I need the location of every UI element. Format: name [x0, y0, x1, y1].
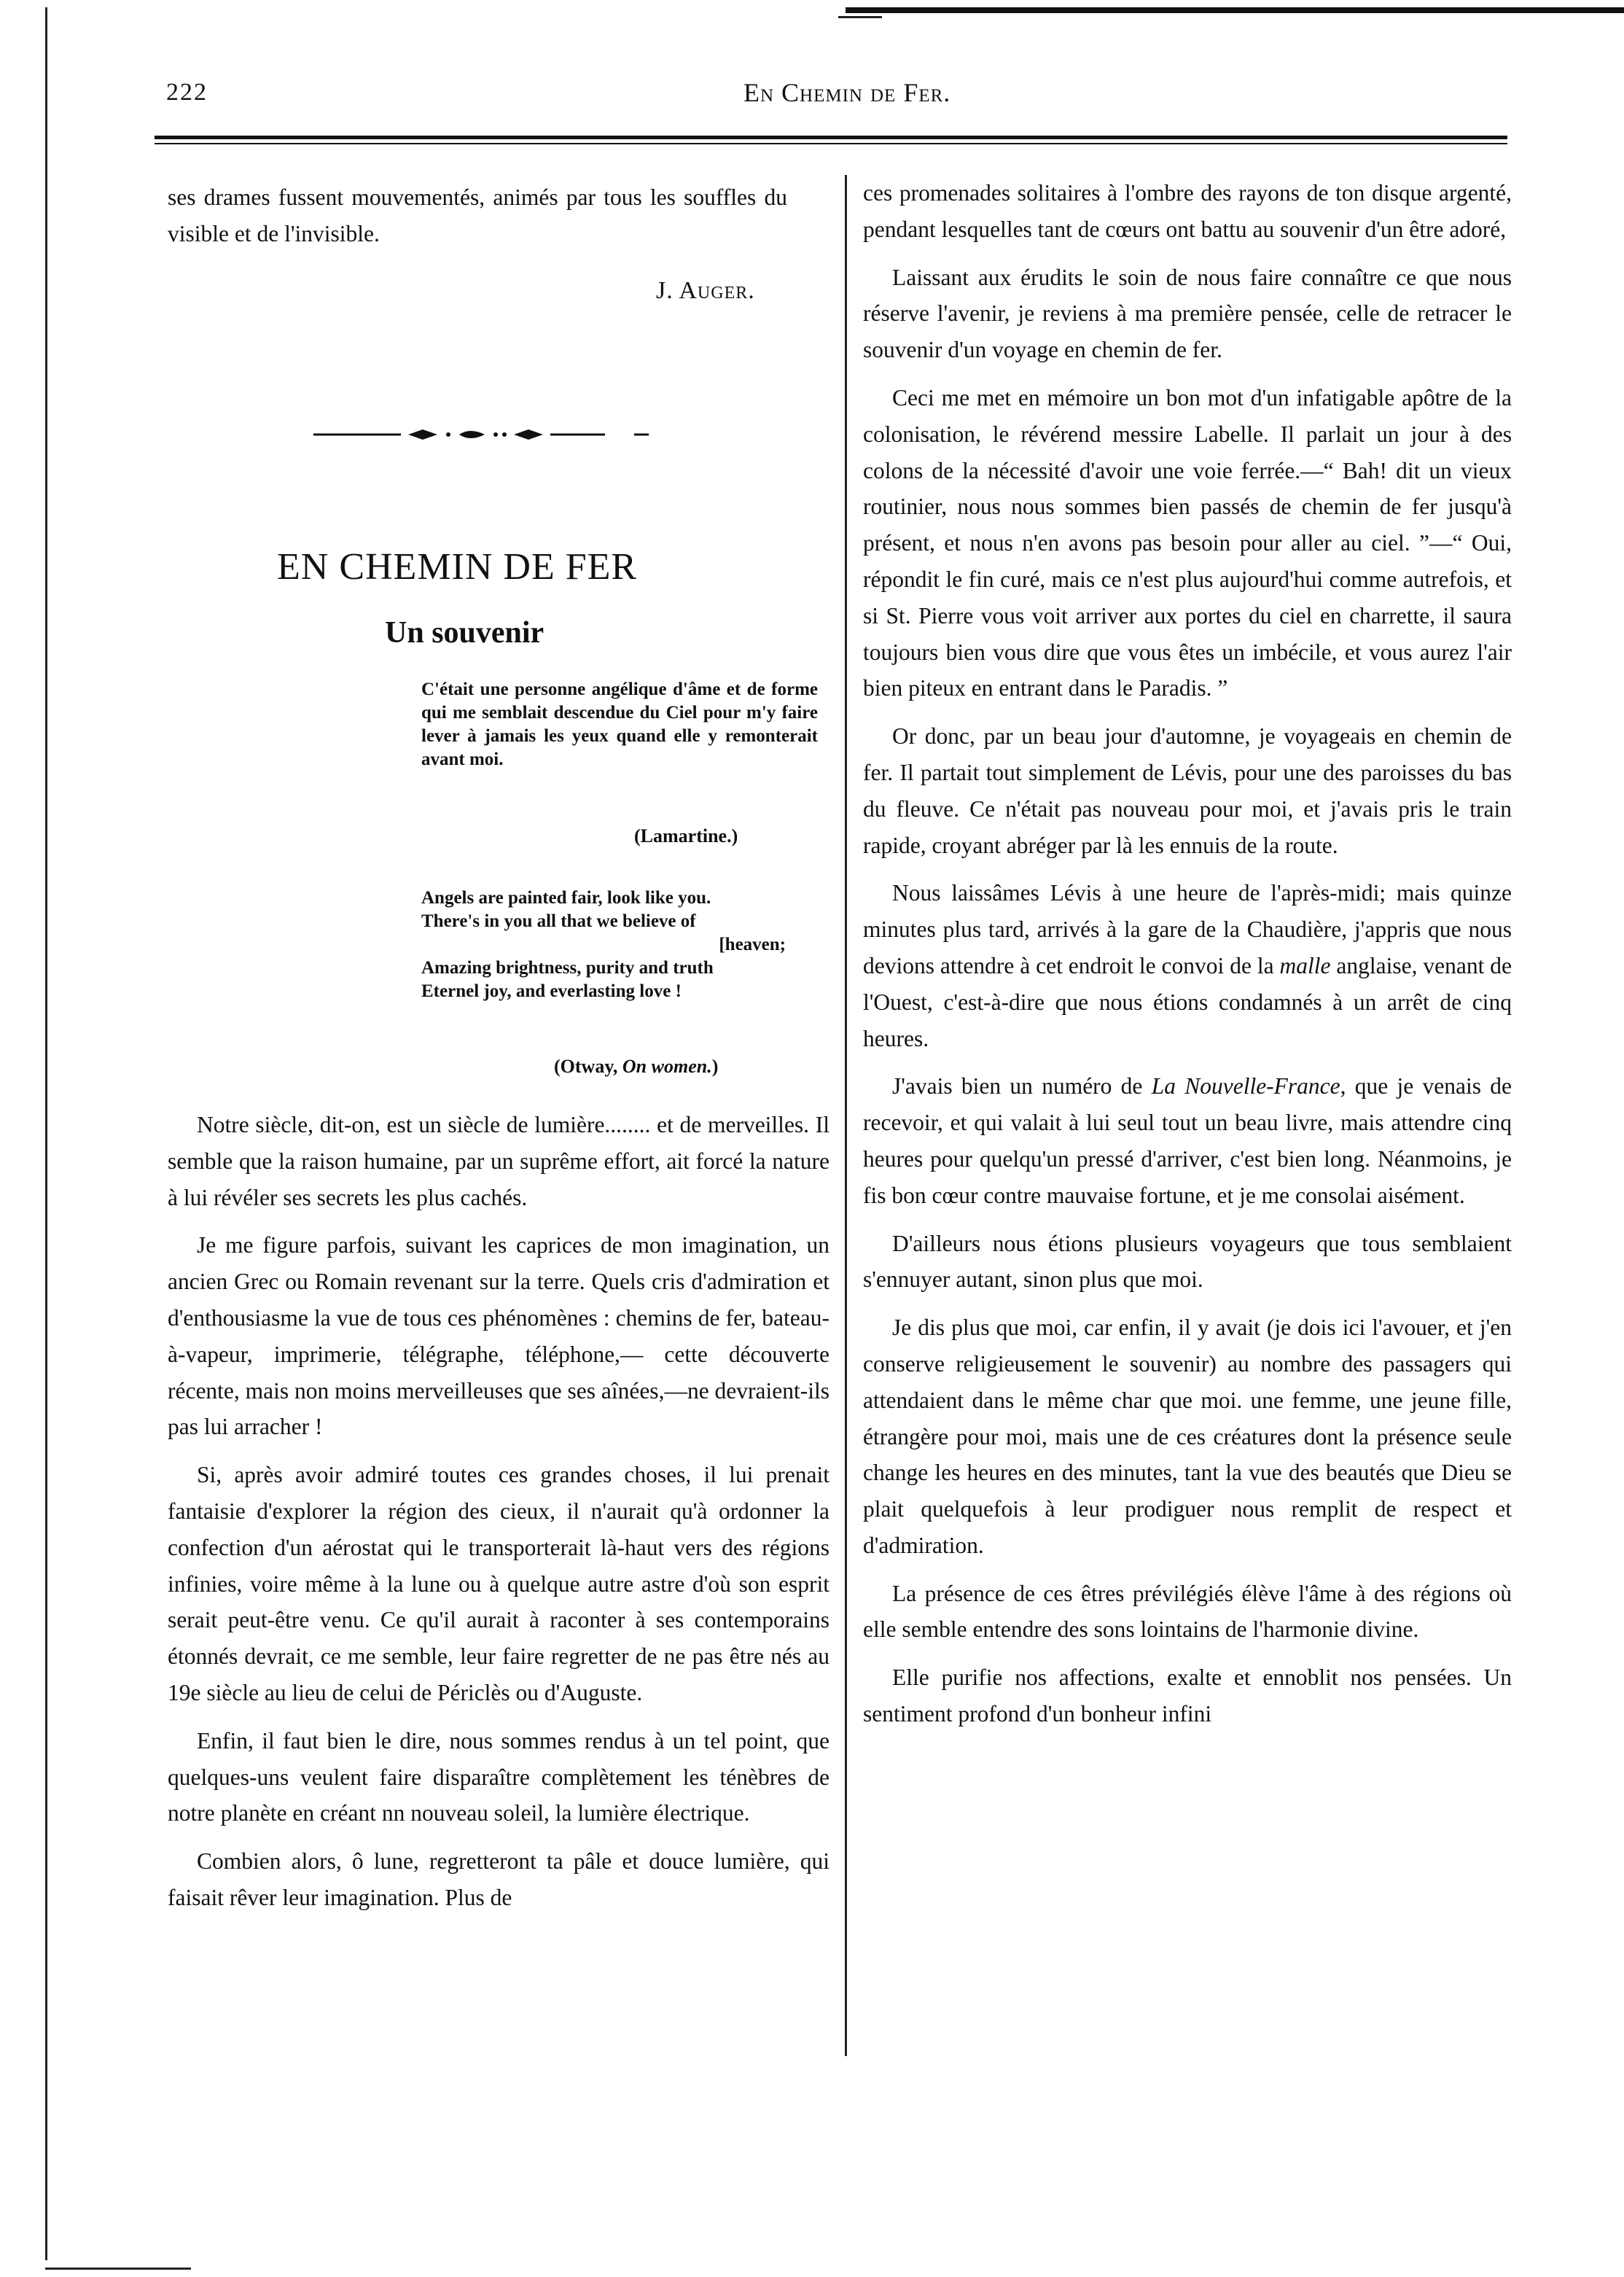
paragraph: Or donc, par un beau jour d'automne, je voyageais en chemin de fer. Il partait tout simplement de Lévis, pour une des paroisses du bas du fleuve. Ce n'était pas nouveau pour moi, et j'avais pris le train rapide, croyant abréger par là les ennuis de la route.	[863, 723, 1512, 858]
paragraph: Laissant aux érudits le soin de nous faire connaître ce que nous réserve l'avenir, je reviens à ma première pensée, celle de retracer le souvenir d'un voyage en chemin de fer.	[863, 264, 1512, 363]
paragraph: D'ailleurs nous étions plusieurs voyageurs que tous semblaient s'ennuyer autant, sinon plus que moi.	[863, 1230, 1512, 1293]
epigraph-line: Angels are painted fair, look like you.	[421, 888, 711, 908]
epigraph-line: Eternel joy, and everlasting love !	[421, 981, 682, 1001]
paragraph: Je dis plus que moi, car enfin, il y avait (je dois ici l'avouer, et j'en conserve religieusement le souvenir) au nombre des passagers qui attendaient dans le même char que moi. une femme, une jeune fille, étrangère pour moi, mais une de ces créatures dont la présence seule change les heures en des minutes, tant la vue des beautés que Dieu se plait quelquefois à leur prodiguer nous remplit de respect et d'admiration.	[863, 1315, 1512, 1558]
page-number: 222	[166, 79, 208, 106]
paragraph: ses drames fussent mouvementés, animés par tous les souffles du visible et de l'invisible.	[168, 184, 787, 246]
scan-edge-mark	[838, 16, 882, 18]
paragraph: Enfin, il faut bien le dire, nous sommes rendus à un tel point, que quelques-uns veulent faire disparaître complètement les ténèbres de notre planète en créant nn nouveau soleil, la lumière électrique.	[168, 1727, 829, 1826]
section-ornament	[313, 426, 656, 443]
paragraph: J'avais bien un numéro de La Nouvelle-France, que je venais de recevoir, et qui valait à lui seul tout un beau livre, mais attendre cinq heures pour quelqu'un pressé d'arriver, c'est bien long. Néanmoins, je fis bon cœur contre mauvaise fortune, et je me consolai aisément.	[863, 1073, 1512, 1208]
epigraph-french: C'était une personne angélique d'âme et de forme qui me semblait descendue du Ciel pour m'y faire lever à jamais les yeux quand elle y remonterait avant moi.	[421, 680, 818, 769]
scan-edge-bar	[846, 7, 1624, 13]
epigraph-line: [heaven;	[719, 935, 786, 954]
paragraph: Elle purifie nos affections, exalte et ennoblit nos pensées. Un sentiment profond d'un bonheur infini	[863, 1665, 1512, 1727]
paragraph: Combien alors, ô lune, regretteront ta pâle et douce lumière, qui faisait rêver leur imagination. Plus de	[168, 1848, 829, 1910]
author-signature: J. Auger.	[656, 277, 755, 304]
paragraph: Je me figure parfois, suivant les caprices de mon imagination, un ancien Grec ou Romain revenant sur la terre. Quels cris d'admiration et d'enthousiasme la vue de tous ces phénomènes : chemins de fer, bateau-à-vapeur, imprimerie, télégraphe, téléphone,— cette découverte récente, mais non moins merveilleuses que ses aînées,—ne devraient-ils pas lui arracher !	[168, 1232, 829, 1440]
epigraph-line: There's in you all that we believe of	[421, 911, 696, 931]
header-rule	[155, 136, 1507, 139]
header-rule-thin	[155, 143, 1507, 144]
article-subtitle: Un souvenir	[385, 616, 544, 650]
epigraph-line: Amazing brightness, purity and truth	[421, 958, 714, 978]
paragraph: Nous laissâmes Lévis à une heure de l'après-midi; mais quinze minutes plus tard, arrivés à la gare de la Chaudière, j'appris que nous devions attendre à cet endroit le convoi de la malle anglaise, venant de l'Ouest, c'est-à-dire que nous étions condamnés à un arrêt de cinq heures.	[863, 880, 1512, 1051]
paragraph: La présence de ces êtres prévilégiés élève l'âme à des régions où elle semble entendre des sons lointains de l'harmonie divine.	[863, 1580, 1512, 1643]
epigraph-source: (Otway, On women.)	[554, 1056, 719, 1077]
page-left-edge	[45, 7, 47, 2260]
paragraph: Ceci me met en mémoire un bon mot d'un infatigable apôtre de la colonisation, le révérend messire Labelle. Il parlait un jour à des colons de la nécessité d'avoir une voie ferrée.—“ Bah! dit un vieux routinier, nous nous sommes bien passés de chemin de fer jusqu'à présent, et nous n'en avons pas besoin pour aller au ciel. ”—“ Oui, répondit le fin curé, mais ce n'est plus aujourd'hui comme autrefois, et si St. Pierre vous voit arriver aux portes du ciel en charrette, il saura toujours bien vous dire que vous êtes un imbécile, et vous aurez l'air bien piteux en entrant dans le Paradis. ”	[863, 384, 1512, 701]
left-column-body	[168, 1107, 829, 1928]
paragraph: ces promenades solitaires à l'ombre des rayons de ton disque argenté, pendant lesquelles tant de cœurs ont battu au souvenir d'un être adoré,	[863, 180, 1512, 242]
column-divider	[845, 175, 847, 2056]
article-title: EN CHEMIN DE FER	[277, 546, 638, 588]
epigraph-english	[421, 887, 829, 1003]
page-bottom-edge	[45, 2268, 191, 2270]
right-column	[863, 175, 1512, 1744]
epigraph-source: (Lamartine.)	[634, 825, 738, 846]
running-title: En Chemin de Fer.	[743, 78, 951, 107]
left-column-intro	[168, 179, 787, 264]
paragraph: Si, après avoir admiré toutes ces grandes choses, il lui prenait fantaisie d'explorer la région des cieux, il n'aurait qu'à ordonner la confection d'un aérostat qui le transporterait là-haut vers des régions infinies, voire même à la lune ou à quelque autre astre d'où son esprit serait peut-être venu. Ce qu'il aurait à raconter à ses contemporains étonnés devrait, ce me semble, leur faire regretter de ne pas être nés au 19e siècle au lieu de celui de Périclès ou d'Auguste.	[168, 1462, 829, 1705]
paragraph: Notre siècle, dit-on, est un siècle de lumière........ et de merveilles. Il semble que la raison humaine, par un suprême effort, ait forcé la nature à lui révéler ses secrets les plus cachés.	[168, 1112, 829, 1210]
